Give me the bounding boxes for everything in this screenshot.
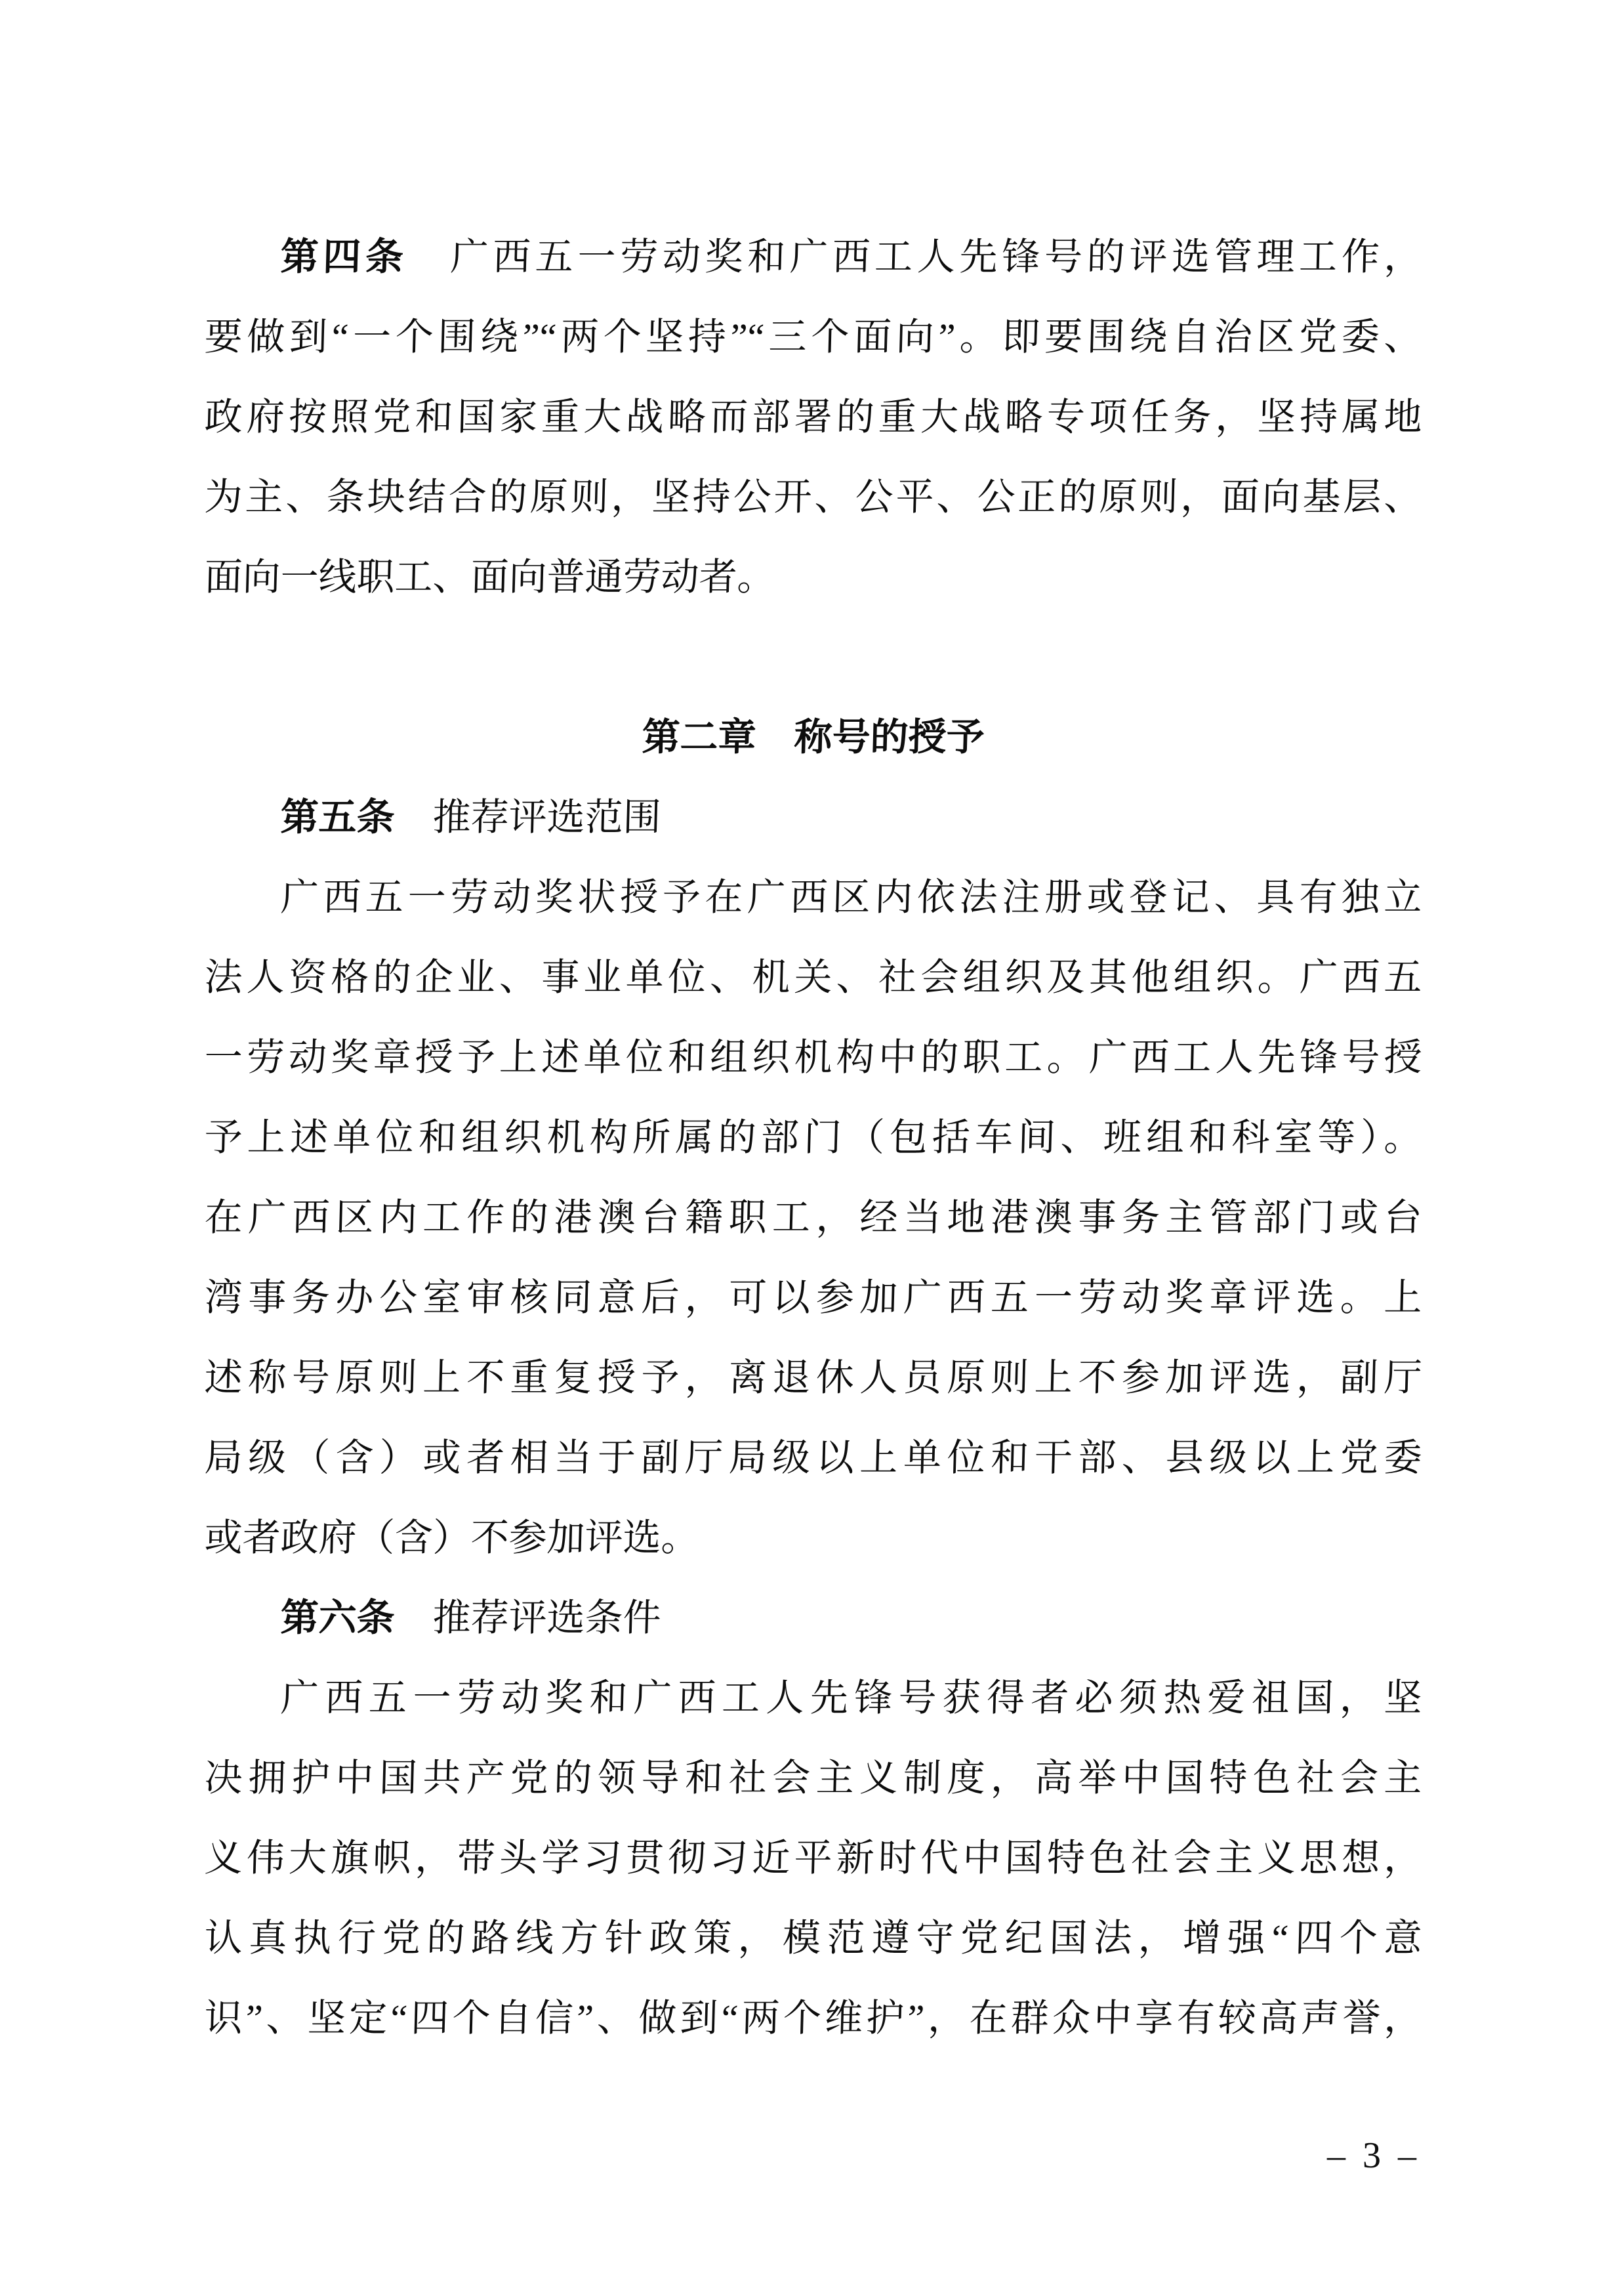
text-line: 认真执行党的路线方针政策，模范遵守党纪国法，增强“四个意 [203, 1917, 1423, 1959]
chapter-heading: 第二章 称号的授予 [641, 716, 985, 759]
article-label: 第四条 [279, 236, 409, 278]
text-line: 广西五一劳动奖和广西工人先锋号获得者必须热爱祖国，坚 [279, 1677, 1423, 1719]
text-line: 一劳动奖章授予上述单位和组织机构中的职工。广西工人先锋号授 [203, 1036, 1423, 1079]
text-line [203, 217, 1423, 297]
text-line: 局级（含）或者相当于副厅局级以上单位和干部、县级以上党委 [203, 1436, 1423, 1479]
text-run: 推荐评选条件 [394, 1597, 662, 1639]
article-label: 第五条 [279, 796, 396, 839]
text-line: 在广西区内工作的港澳台籍职工，经当地港澳事务主管部门或台 [203, 1196, 1423, 1239]
text-line [203, 1578, 1423, 1658]
text-line: 或者政府（含）不参加评选。 [203, 1516, 700, 1559]
blank-line [203, 617, 1423, 698]
text-line: 湾事务办公室审核同意后，可以参加广西五一劳动奖章评选。上 [203, 1276, 1423, 1319]
text-run: 广西五一劳动奖和广西工人先锋号的评选管理工作， [407, 236, 1423, 278]
text-line: 决拥护中国共产党的领导和社会主义制度，高举中国特色社会主 [203, 1757, 1423, 1799]
text-line: 述称号原则上不重复授予，离退休人员原则上不参加评选，副厅 [203, 1356, 1423, 1399]
text-run: 推荐评选范围 [394, 796, 662, 839]
article-label: 第六条 [279, 1597, 396, 1639]
text-line: 予上述单位和组织机构所属的部门（包括车间、班组和科室等）。 [203, 1116, 1423, 1159]
text-line: 广西五一劳动奖状授予在广西区内依法注册或登记、具有独立 [279, 876, 1423, 919]
text-line: 识”、坚定“四个自信”、做到“两个维护”，在群众中享有较高声誉， [203, 1997, 1423, 2039]
text-line: 法人资格的企业、事业单位、机关、社会组织及其他组织。广西五 [203, 956, 1423, 999]
text-line: 面向一线职工、面向普通劳动者。 [203, 556, 776, 598]
page-number: – 3 – [1327, 2135, 1420, 2176]
text-line: 为主、条块结合的原则，坚持公开、公平、公正的原则，面向基层、 [203, 476, 1423, 518]
document-body [203, 217, 1421, 2058]
text-line: 政府按照党和国家重大战略而部署的重大战略专项任务，坚持属地 [203, 396, 1423, 438]
text-line [203, 778, 1423, 858]
text-line: 要做到“一个围绕”“两个坚持”“三个面向”。即要围绕自治区党委、 [203, 316, 1423, 358]
text-line: 义伟大旗帜，带头学习贯彻习近平新时代中国特色社会主义思想， [203, 1837, 1423, 1879]
